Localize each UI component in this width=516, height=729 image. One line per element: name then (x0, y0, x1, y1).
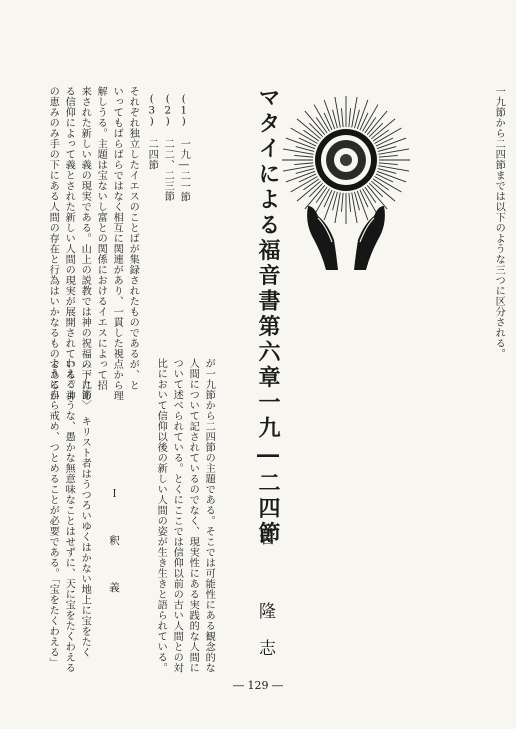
section-heading: Ｉ 釈 義 (108, 488, 120, 606)
text-line: (3) 二四節 (146, 94, 158, 170)
text-line: が一九節から二四節の主題である。そこでは可能性にある観念的な (203, 358, 215, 673)
sun-hands-icon (278, 94, 414, 270)
article-title: マタイによる福音書第六章一九―二四節 (255, 86, 281, 548)
text-line: 比において信仰以後の新しい人間の姿が生き生きと語られている。 (155, 358, 167, 673)
text-line: 一九節から二四節までは以下のような三つに区分される。 (493, 86, 505, 359)
text-line: それぞれ独立したイエスのことばが集録されたものであるが、と (127, 86, 139, 391)
text-line: 解しうる。主題は宝ないし富との関係におけるイエスによって招 (95, 86, 107, 391)
text-line: ように自ら戒め、つとめることが必要である。「宝をたくわえる」 (47, 358, 59, 668)
text-line: 来された新しい義の現実である。山上の説教では神の祝福の下にあ (79, 86, 91, 401)
text-line: 〈一九節〉 キリスト者はうつろいゆくはかない地上に宝をたく (79, 358, 91, 658)
article-author: 菅 隆志 (255, 528, 275, 676)
text-line: の恵みのみ手の下にある人間の存在と行為はいかなるものであるか (47, 86, 59, 401)
text-line: ついて述べられている。とくにここでは信仰以前の古い人間との対 (171, 358, 183, 673)
text-line: (1) 一九―二一節 (178, 94, 190, 203)
text-line: わえるような、愚かな無意味なことはせずに、天に宝をたくわえる (63, 358, 75, 673)
text-line: 人間について記されているのでなく、現実性にある実践的な人間に (187, 358, 199, 673)
page-number: ― 129 ― (233, 679, 283, 692)
text-line: いってもばらばらではなく相互に関連があり、一貫した視点から理 (111, 86, 123, 401)
text-line: る信仰によって義とされた新しい人間の現実が展開されている。神 (63, 86, 75, 401)
text-line: (2) 二二、二三節 (162, 94, 174, 202)
